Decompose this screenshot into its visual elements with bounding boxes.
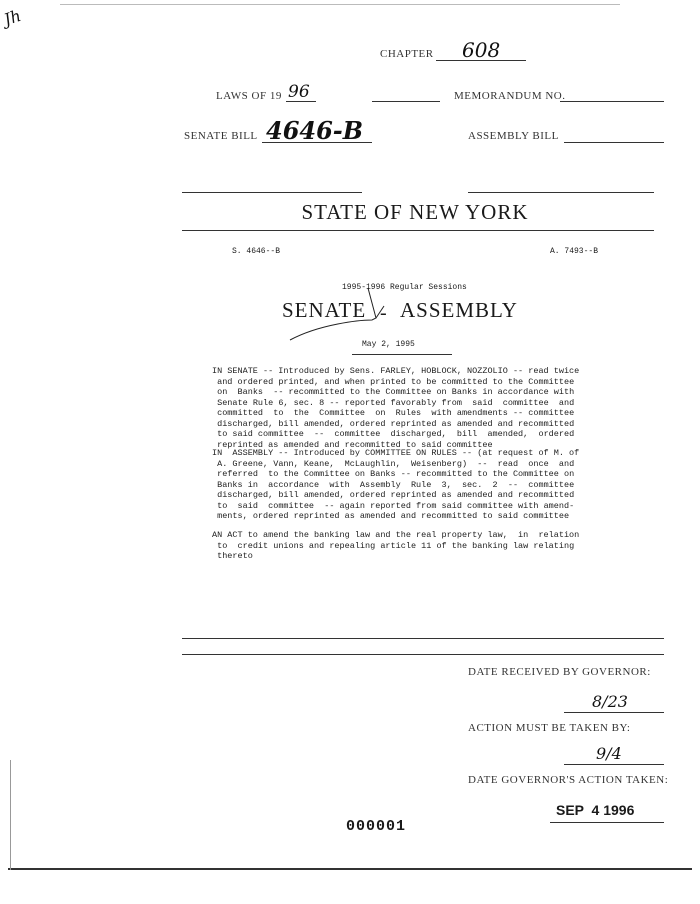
chamber-senate: SENATE (282, 298, 367, 322)
lower-rule-2 (182, 654, 664, 655)
page-number: 000001 (346, 818, 407, 835)
assembly-number: A. 7493--B (550, 247, 599, 256)
senate-number: S. 4646--B (232, 247, 281, 256)
assembly-introduction: IN ASSEMBLY -- Introduced by COMMITTEE ON RULES -- (at request of M. of A. Greene, Vann, Keane, McLaughlin, Weisenberg) -- read once and referred to the Committee on Banks -- recommitted to the Committee on Banks in accordance with Assembly Rule 3, sec. 2 -- committee discharged, bill amended, ordered reprinted as amended and recommitted to said committee -- again reported from said committee with amend- ments, ordered reprinted as amended and recommitted to said committee (212, 448, 580, 521)
senate-bill-label: SENATE BILL (184, 130, 258, 142)
date-received-label: DATE RECEIVED BY GOVERNOR: (468, 666, 651, 678)
lower-rule-1 (182, 638, 664, 639)
state-title: STATE OF NEW YORK (301, 200, 529, 224)
chapter-value: 608 (462, 38, 501, 62)
document-date: May 2, 1995 (362, 340, 415, 349)
bottom-edge-rule (8, 868, 692, 870)
sessions-line: 1995-1996 Regular Sessions (342, 283, 467, 292)
title-rule-right (468, 192, 654, 193)
action-by-value: 9/4 (596, 744, 622, 763)
title-rule-left (182, 192, 362, 193)
chamber-divider: - (380, 302, 387, 324)
senate-bill-value: 4646-B (266, 116, 364, 145)
chamber-assembly: ASSEMBLY (400, 298, 518, 322)
chapter-label: CHAPTER (380, 48, 434, 60)
left-edge-mark (10, 760, 11, 870)
assembly-bill-field (564, 126, 664, 143)
top-rule (60, 4, 620, 5)
memorandum-field (560, 86, 664, 102)
memorandum-label: MEMORANDUM NO. (454, 90, 566, 102)
date-underline (352, 354, 452, 355)
assembly-bill-label: ASSEMBLY BILL (468, 130, 559, 142)
laws-extra-line (372, 86, 440, 102)
state-title-underline (182, 230, 654, 231)
date-received-value: 8/23 (592, 692, 628, 711)
action-by-label: ACTION MUST BE TAKEN BY: (468, 722, 631, 734)
action-taken-label: DATE GOVERNOR'S ACTION TAKEN: (468, 774, 669, 786)
action-taken-stamp: SEP 4 1996 (556, 802, 635, 818)
laws-label: LAWS OF 19 (216, 90, 282, 102)
corner-initials: Jh (1, 5, 24, 30)
act-description: AN ACT to amend the banking law and the real property law, in relation to credit unions and repealing article 11 of the banking law relating thereto (212, 530, 580, 561)
laws-value: 96 (288, 82, 310, 102)
swoosh-mark (280, 284, 460, 344)
senate-introduction: IN SENATE -- Introduced by Sens. FARLEY, HOBLOCK, NOZZOLIO -- read twice and ordered printed, and when printed to be committed to the Committee on Banks -- recommitted to the Committee on Banks in accordance with Senate Rule 6, sec. 8 -- reported favorably from said committee and committed to the Committee on Rules with amendments -- committee discharged, bill amended, ordered reprinted as amended and recommitted to said committee -- committee discharged, bill amended, ordered reprinted as amended and recommitted to said committee (212, 366, 580, 450)
